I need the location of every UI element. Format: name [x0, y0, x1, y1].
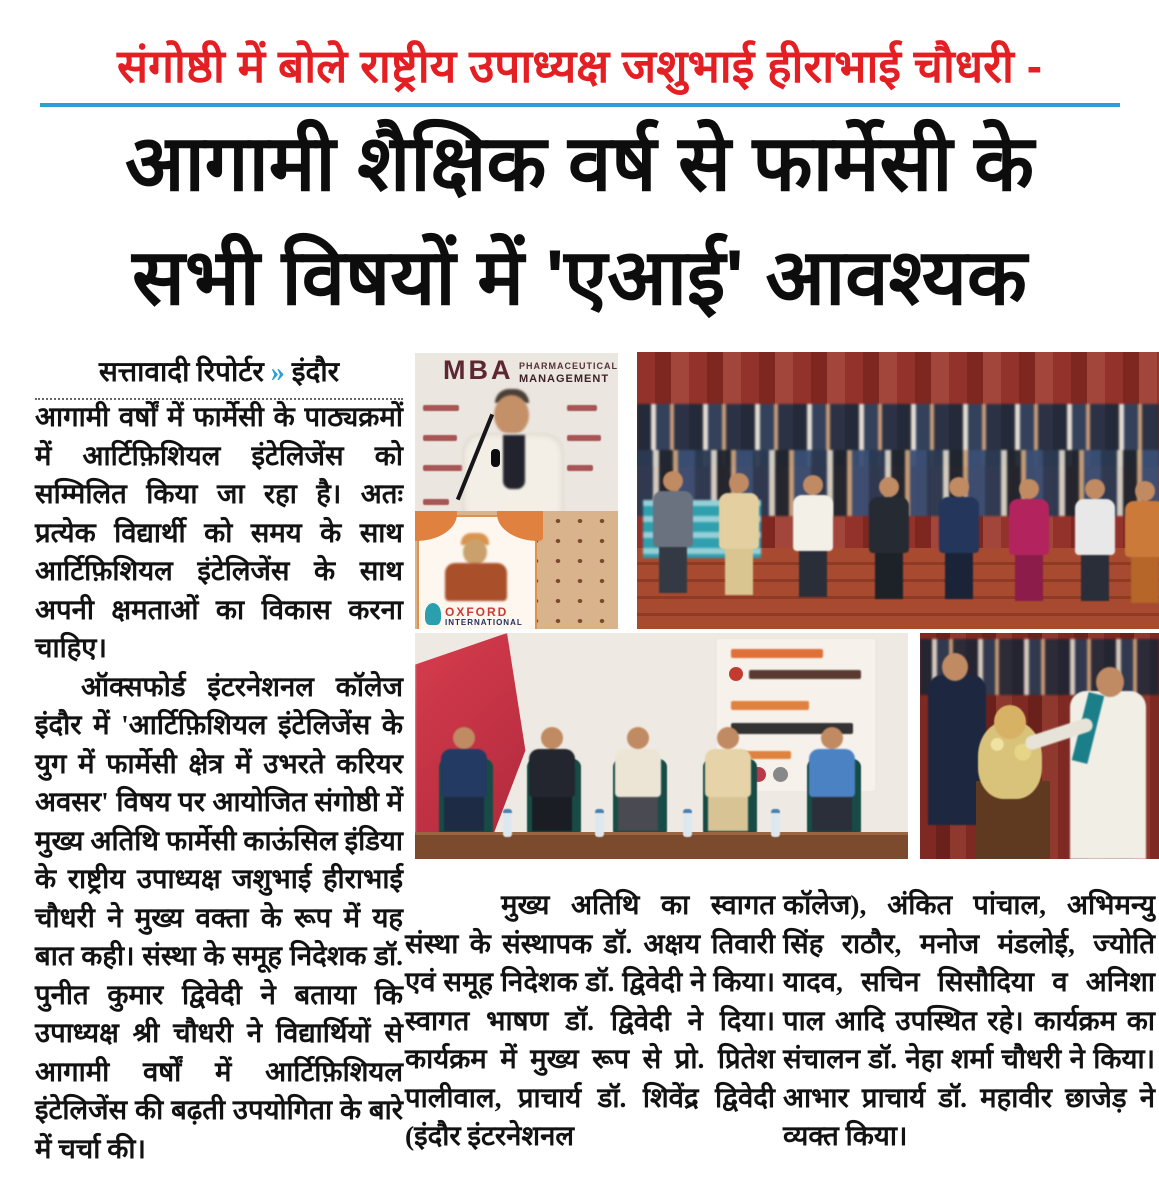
banner-text-bar: [731, 649, 823, 658]
podium: [415, 511, 618, 629]
byline-arrow-icon: »: [270, 357, 285, 388]
banner-bullet: [423, 465, 463, 471]
banner-text-bar: [749, 670, 861, 679]
speaker-dark-shirt: [503, 435, 525, 489]
speaker-head: [494, 395, 529, 435]
person-figure: [1075, 479, 1115, 601]
banner-bullet: [423, 499, 449, 505]
oxford-logo-icon: [425, 603, 441, 625]
main-headline-line2: सभी विषयों में 'एआई' आवश्यक: [132, 233, 1027, 321]
article-column-2: मुख्य अतिथि का स्वागत संस्था के संस्थापक डॉ. अक्षय तिवारी एवं समूह निदेशक डॉ. द्विवेदी ने किया। स्वागत भाषण डॉ. द्विवेदी ने दिया। कार्यक्रम में मुख्य रूप से प्रो. प्रितेश पालीवाल, प्राचार्य डॉ. शिवेंद्र द्विवेदी (इंदौर इंटरनेशनल: [405, 889, 775, 1151]
byline: [35, 352, 403, 400]
statue-bust: [994, 705, 1026, 739]
banner-text-bar: [731, 701, 809, 710]
water-bottle: [683, 809, 692, 837]
person-figure: [1125, 481, 1159, 603]
poster-curtain-left: [415, 511, 457, 541]
photo-speaker-podium: [415, 353, 618, 629]
person-figure: [719, 473, 759, 595]
man-white-head: [1096, 667, 1124, 697]
banner-bullet: [567, 405, 597, 411]
banner-bullet: [567, 465, 593, 471]
person-figure: [1009, 479, 1049, 601]
banner-mba-text: MBA: [443, 355, 514, 385]
banner-management-text: MANAGEMENT: [519, 373, 610, 385]
divider-rule: [40, 103, 1120, 107]
banner-bullet: [567, 435, 601, 441]
person-figure: [869, 477, 909, 599]
photo-group-auditorium: [637, 352, 1159, 629]
oxford-text: OXFORD: [445, 605, 509, 619]
seated-person: [441, 727, 487, 831]
microphone-icon: [491, 449, 500, 467]
byline-reporter: सत्तावादी रिपोर्टर: [98, 357, 264, 388]
vivekananda-head: [463, 539, 487, 565]
table-edge: [415, 832, 908, 859]
person-figure: [653, 471, 693, 593]
main-headline-line1: आगामी शैक्षिक वर्ष से फार्मेसी के: [124, 119, 1035, 207]
banner-logo-dot: [729, 667, 743, 681]
water-bottle: [503, 809, 512, 837]
person-figure: [793, 475, 833, 597]
international-text: INTERNATIONAL: [445, 618, 523, 627]
banner-bullet: [423, 405, 459, 411]
seated-person: [809, 727, 855, 831]
social-icon: [773, 767, 788, 782]
poster-curtain-right: [497, 511, 543, 541]
banner-pharmaceutical-text: PHARMACEUTICAL: [519, 361, 618, 371]
vivekananda-figure: [445, 563, 507, 601]
seated-person: [615, 727, 661, 831]
photo-statue-garlanding: [920, 633, 1159, 859]
kicker-headline: संगोष्ठी में बोले राष्ट्रीय उपाध्यक्ष जशुभाई हीराभाई चौधरी -: [116, 40, 1043, 92]
water-bottle: [595, 809, 604, 837]
photo-dais-seated: [415, 633, 908, 859]
article-paragraph-2: ऑक्सफोर्ड इंटरनेशनल कॉलेज इंदौर में 'आर्टिफ़िशियल इंटेलिजेंस के युग में फार्मेसी क्षेत्र में उभरते करियर अवसर' विषय पर आयोजित संगोष्ठी में मुख्य अतिथि फार्मेसी काऊंसिल इंडिया के राष्ट्रीय उपाध्यक्ष जशुभाई हीराभाई चौधरी ने मुख्य वक्ता के रूप में यह बात कही। संस्था के समूह निदेशक डॉ. पुनीत कुमार द्विवेदी ने बताया कि उपाध्यक्ष श्री चौधरी ने विद्यार्थियों से आगामी वर्षों में आर्टिफ़िशियल इंटेलिजेंस की बढ़ती उपयोगिता के बारे में चर्चा की।: [35, 670, 403, 1164]
man-navy-head: [942, 653, 968, 681]
seated-person: [705, 727, 751, 831]
water-bottle: [771, 809, 780, 837]
seated-person: [529, 727, 575, 831]
article-column-1: [35, 398, 403, 1168]
article-column-3: कॉलेज), अंकित पांचाल, अभिमन्यु सिंह राठौर, मनोज मंडलोई, ज्योति यादव, सचिन सिसौदिया व अनिशा पाल आदि उपस्थित रहे। कार्यक्रम का संचालन डॉ. नेहा शर्मा चौधरी ने किया। आभार प्राचार्य डॉ. महावीर छाजेड़ ने व्यक्त किया।: [783, 889, 1155, 1151]
banner-bullet: [423, 435, 457, 441]
man-white-blazer: [1070, 691, 1146, 859]
article-paragraph-1: आगामी वर्षों में फार्मेसी के पाठ्यक्रमों में आर्टिफ़िशियल इंटेलिजेंस को सम्मिलित किया जा रहा है। अतः प्रत्येक विद्यार्थी को समय के साथ आर्टिफ़िशियल इंटेलिजेंस के साथ अपनी क्षमताओं का विकास करना चाहिए।: [35, 401, 403, 663]
byline-city: इंदौर: [291, 357, 340, 388]
podium-poster: [417, 515, 537, 629]
person-figure: [939, 477, 979, 599]
